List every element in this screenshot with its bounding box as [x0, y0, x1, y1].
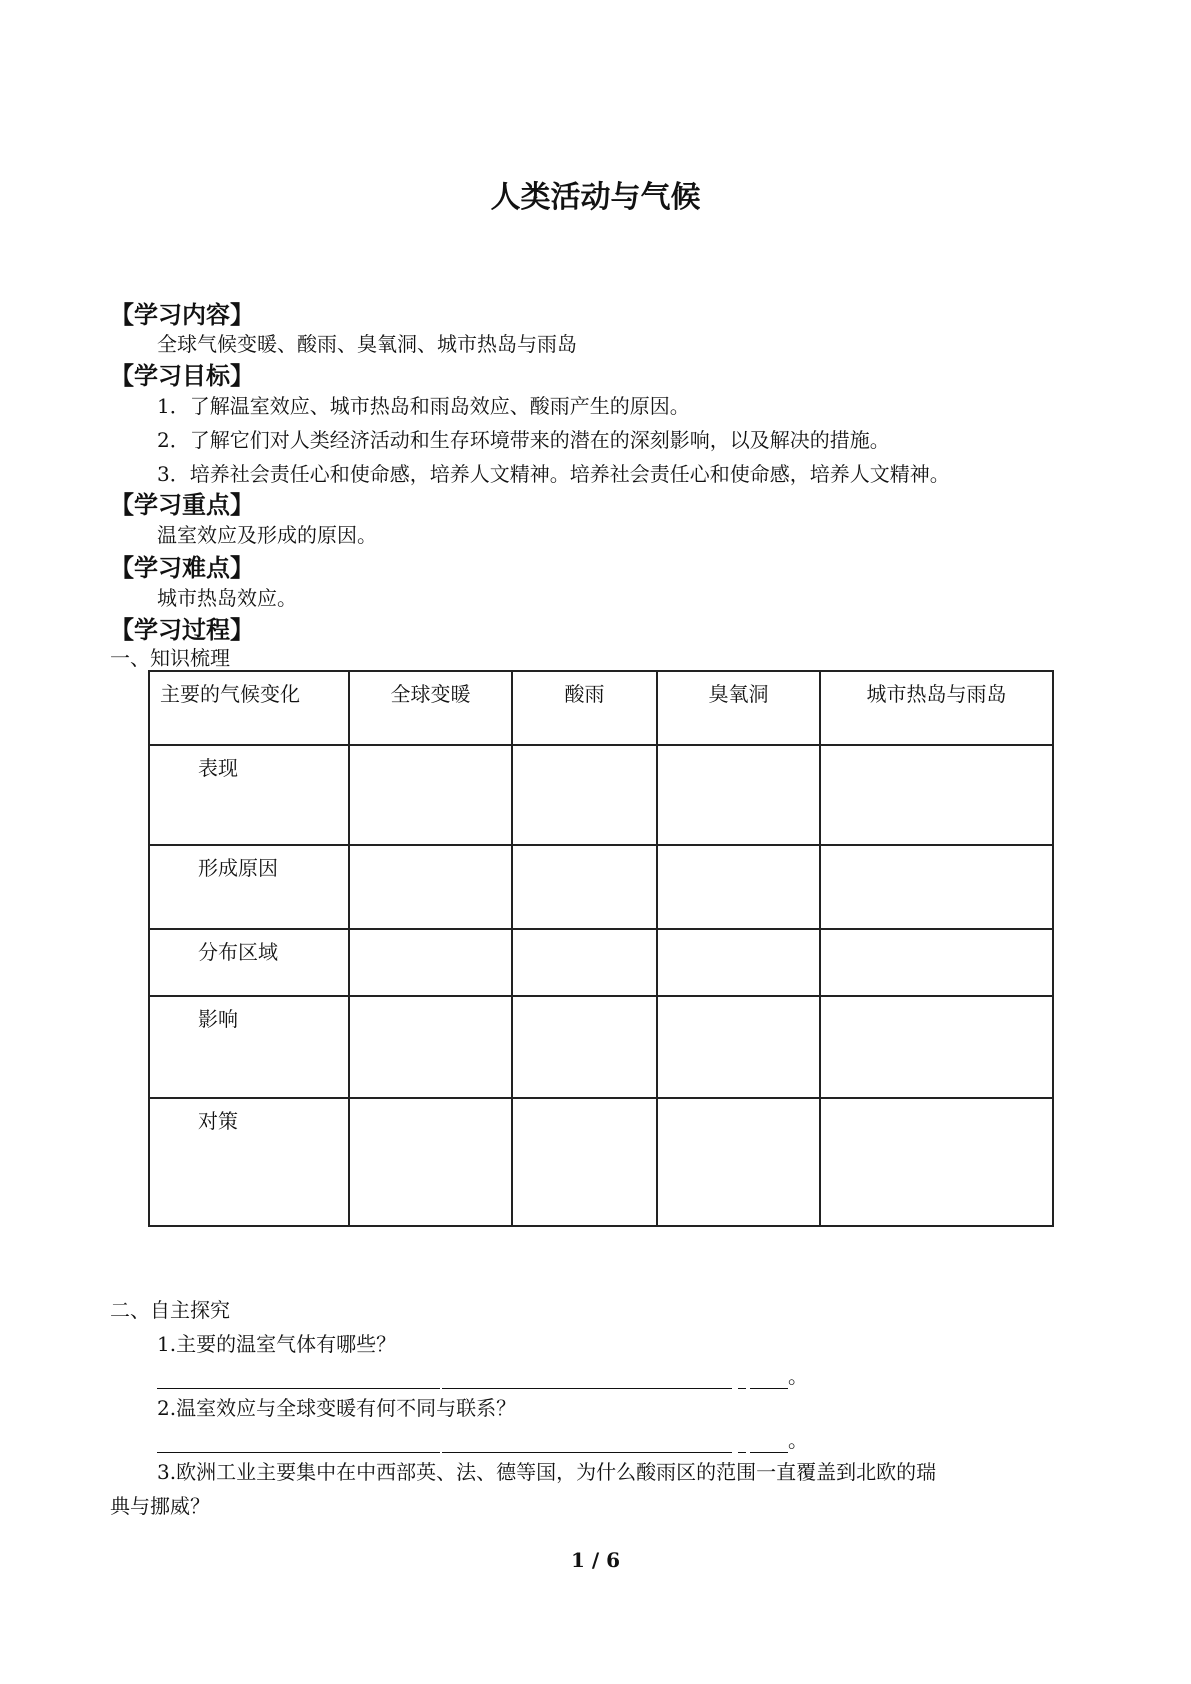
- goal-item-3: 3．培养社会责任心和使命感，培养人文精神。培养社会责任心和使命感，培养人文精神。: [157, 462, 950, 486]
- table-header-cell: 酸雨: [512, 671, 657, 745]
- answer-blank-2[interactable]: [157, 1424, 808, 1453]
- part1-label: 一、知识梳理: [110, 646, 230, 670]
- heading-goals: 【学习目标】: [110, 362, 254, 390]
- row-label: 表现: [149, 745, 349, 845]
- table-cell: [512, 996, 657, 1098]
- blank-end-1: 。: [788, 1364, 808, 1388]
- knowledge-table: [148, 670, 1054, 1227]
- goal-item-1: 1．了解温室效应、城市热岛和雨岛效应、酸雨产生的原因。: [157, 394, 690, 418]
- row-label: 分布区域: [149, 929, 349, 996]
- table-row: [149, 996, 1053, 1098]
- table-cell: [512, 1098, 657, 1226]
- table-cell: [820, 1098, 1053, 1226]
- goal-item-2: 2．了解它们对人类经济活动和生存环境带来的潜在的深刻影响，以及解决的措施。: [157, 428, 890, 452]
- table-cell: [657, 996, 820, 1098]
- table-header-cell: 臭氧洞: [657, 671, 820, 745]
- heading-content: 【学习内容】: [110, 301, 254, 329]
- question-1: 1.主要的温室气体有哪些？: [157, 1332, 397, 1356]
- table-cell: [657, 845, 820, 929]
- table-cell: [349, 1098, 512, 1226]
- table-cell: [820, 996, 1053, 1098]
- content-text: 全球气候变暖、酸雨、臭氧洞、城市热岛与雨岛: [157, 332, 577, 356]
- row-label: 影响: [149, 996, 349, 1098]
- answer-blank-1[interactable]: [157, 1360, 808, 1389]
- heading-process: 【学习过程】: [110, 616, 254, 644]
- blank-end-2: 。: [788, 1428, 808, 1452]
- table-cell: [349, 996, 512, 1098]
- table-cell: [512, 929, 657, 996]
- page-number: 1 / 6: [570, 1548, 621, 1572]
- key-text: 温室效应及形成的原因。: [157, 523, 377, 547]
- table-cell: [820, 845, 1053, 929]
- table-cell: [657, 745, 820, 845]
- table-cell: [820, 745, 1053, 845]
- table-header-cell: 城市热岛与雨岛: [820, 671, 1053, 745]
- heading-difficulty: 【学习难点】: [110, 554, 254, 582]
- table-row: [149, 745, 1053, 845]
- table-header-cell: 全球变暖: [349, 671, 512, 745]
- table-cell: [349, 929, 512, 996]
- table-header-cell: 主要的气候变化: [149, 671, 349, 745]
- table-cell: [657, 929, 820, 996]
- table-cell: [820, 929, 1053, 996]
- table-cell: [512, 745, 657, 845]
- table-cell: [349, 745, 512, 845]
- page-title: 人类活动与气候: [490, 180, 701, 215]
- table-cell: [657, 1098, 820, 1226]
- table-cell: [349, 845, 512, 929]
- difficulty-text: 城市热岛效应。: [157, 586, 297, 610]
- table-header-row: [149, 671, 1053, 745]
- question-2: 2.温室效应与全球变暖有何不同与联系？: [157, 1396, 517, 1420]
- table-row: [149, 1098, 1053, 1226]
- question-3-cont: 典与挪威？: [110, 1494, 210, 1518]
- part2-label: 二、自主探究: [110, 1298, 230, 1322]
- table-row: [149, 929, 1053, 996]
- table-row: [149, 845, 1053, 929]
- row-label: 形成原因: [149, 845, 349, 929]
- heading-key: 【学习重点】: [110, 491, 254, 519]
- table-cell: [512, 845, 657, 929]
- row-label: 对策: [149, 1098, 349, 1226]
- question-3: 3.欧洲工业主要集中在中西部英、法、德等国，为什么酸雨区的范围一直覆盖到北欧的瑞: [157, 1460, 937, 1484]
